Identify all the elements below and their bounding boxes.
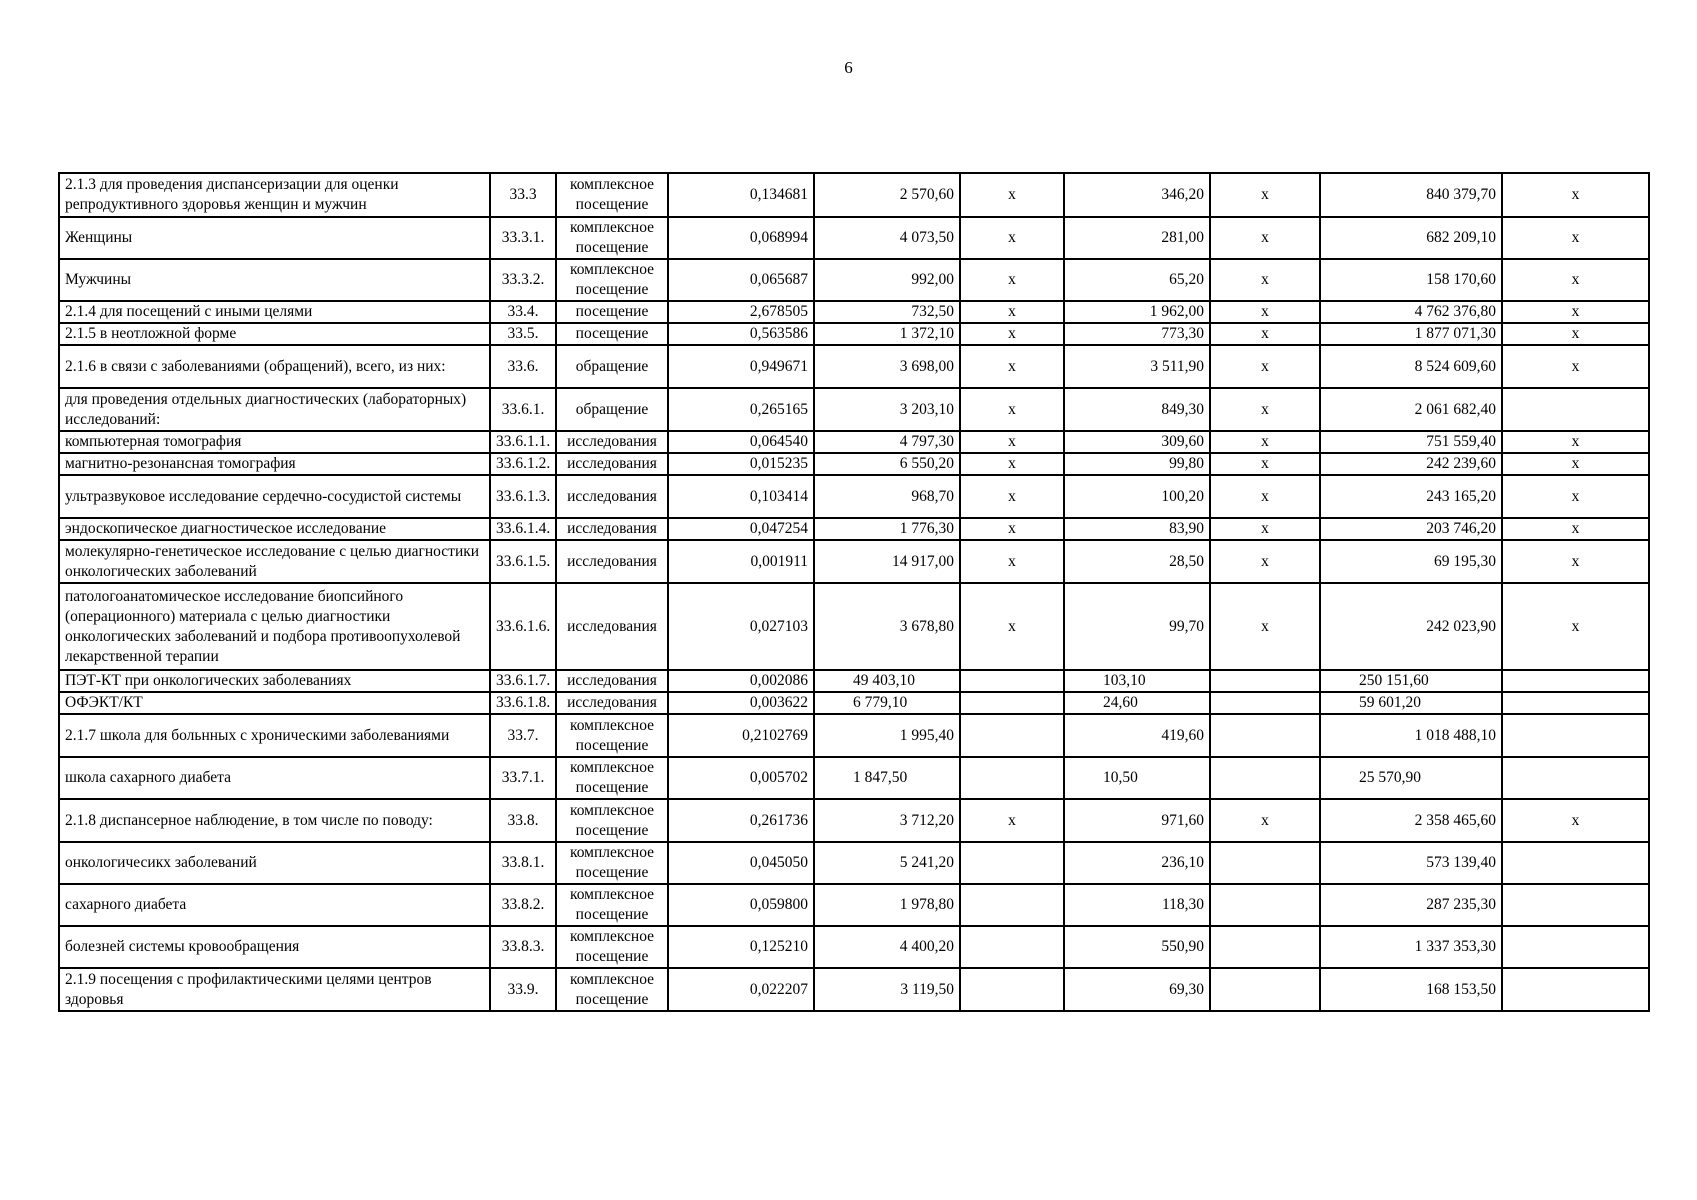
row-per-capita: 24,60: [1064, 692, 1210, 714]
row-x-mark: х: [1210, 431, 1320, 453]
row-norm: 0,265165: [668, 388, 814, 431]
row-per-capita: 849,30: [1064, 388, 1210, 431]
row-unit: обращение: [556, 345, 668, 388]
row-x-mark: х: [960, 453, 1064, 475]
row-total: 242 239,60: [1320, 453, 1502, 475]
row-x-mark: [1210, 757, 1320, 799]
row-per-capita: 419,60: [1064, 714, 1210, 757]
row-norm: 0,027103: [668, 583, 814, 670]
row-norm: 0,005702: [668, 757, 814, 799]
row-x-mark: х: [960, 173, 1064, 217]
row-norm: 0,261736: [668, 799, 814, 842]
row-name: онкологичесикх заболеваний: [59, 842, 490, 884]
row-code: 33.4.: [490, 301, 556, 323]
row-per-capita: 281,00: [1064, 217, 1210, 259]
row-unit: исследования: [556, 670, 668, 692]
row-x-mark: [1502, 670, 1649, 692]
row-per-capita: 100,20: [1064, 475, 1210, 518]
row-x-mark: х: [960, 799, 1064, 842]
table-row: [59, 431, 1649, 453]
row-code: 33.9.: [490, 968, 556, 1011]
row-code: 33.3: [490, 173, 556, 217]
row-norm: 0,059800: [668, 884, 814, 926]
row-x-mark: х: [1502, 259, 1649, 301]
row-x-mark: х: [1210, 259, 1320, 301]
row-x-mark: х: [960, 301, 1064, 323]
row-norm: 0,022207: [668, 968, 814, 1011]
row-total: 2 061 682,40: [1320, 388, 1502, 431]
row-cost: 3 678,80: [814, 583, 960, 670]
row-per-capita: 1 962,00: [1064, 301, 1210, 323]
row-name: 2.1.7 школа для больнных с хроническими заболеваниями: [59, 714, 490, 757]
row-x-mark: х: [1502, 799, 1649, 842]
row-norm: 0,065687: [668, 259, 814, 301]
row-per-capita: 346,20: [1064, 173, 1210, 217]
row-per-capita: 83,90: [1064, 518, 1210, 540]
row-x-mark: х: [960, 345, 1064, 388]
table-row: [59, 217, 1649, 259]
row-per-capita: 69,30: [1064, 968, 1210, 1011]
row-x-mark: х: [1210, 540, 1320, 583]
row-x-mark: х: [1502, 583, 1649, 670]
row-unit: исследования: [556, 475, 668, 518]
row-x-mark: х: [1502, 475, 1649, 518]
row-x-mark: х: [1210, 217, 1320, 259]
row-norm: 0,125210: [668, 926, 814, 968]
row-code: 33.6.: [490, 345, 556, 388]
row-code: 33.3.1.: [490, 217, 556, 259]
row-name: молекулярно-генетическое исследование с целью диагностики онкологических заболеваний: [59, 540, 490, 583]
row-norm: 0,134681: [668, 173, 814, 217]
row-x-mark: [960, 714, 1064, 757]
row-x-mark: х: [1210, 518, 1320, 540]
row-total: 573 139,40: [1320, 842, 1502, 884]
row-cost: 5 241,20: [814, 842, 960, 884]
table-row: [59, 323, 1649, 345]
row-total: 682 209,10: [1320, 217, 1502, 259]
row-norm: 0,003622: [668, 692, 814, 714]
row-cost: 3 203,10: [814, 388, 960, 431]
table-row: [59, 518, 1649, 540]
row-unit: комплексное посещение: [556, 714, 668, 757]
row-x-mark: [1210, 884, 1320, 926]
row-name: 2.1.9 посещения с профилактическими целями центров здоровья: [59, 968, 490, 1011]
row-unit: комплексное посещение: [556, 884, 668, 926]
row-x-mark: [1502, 926, 1649, 968]
row-code: 33.6.1.5.: [490, 540, 556, 583]
row-unit: комплексное посещение: [556, 968, 668, 1011]
page-number: 6: [844, 58, 853, 77]
table-row: [59, 475, 1649, 518]
row-name: 2.1.6 в связи с заболеваниями (обращений), всего, из них:: [59, 345, 490, 388]
row-per-capita: 65,20: [1064, 259, 1210, 301]
tariff-table: [58, 172, 1650, 1012]
table-row: [59, 799, 1649, 842]
row-norm: 0,064540: [668, 431, 814, 453]
row-unit: исследования: [556, 692, 668, 714]
row-norm: 0,068994: [668, 217, 814, 259]
row-x-mark: [960, 670, 1064, 692]
row-total: 242 023,90: [1320, 583, 1502, 670]
row-x-mark: [960, 757, 1064, 799]
row-x-mark: х: [960, 388, 1064, 431]
row-x-mark: х: [1210, 323, 1320, 345]
table-row: [59, 884, 1649, 926]
row-unit: комплексное посещение: [556, 173, 668, 217]
row-x-mark: х: [1210, 388, 1320, 431]
row-name: для проведения отдельных диагностических (лабораторных) исследований:: [59, 388, 490, 431]
row-cost: 2 570,60: [814, 173, 960, 217]
row-x-mark: х: [1210, 301, 1320, 323]
row-norm: 0,002086: [668, 670, 814, 692]
row-unit: комплексное посещение: [556, 757, 668, 799]
row-unit: исследования: [556, 453, 668, 475]
row-unit: комплексное посещение: [556, 842, 668, 884]
row-norm: 0,047254: [668, 518, 814, 540]
row-x-mark: х: [1502, 323, 1649, 345]
row-norm: 0,2102769: [668, 714, 814, 757]
table-row: [59, 968, 1649, 1011]
row-x-mark: х: [960, 583, 1064, 670]
row-norm: 0,045050: [668, 842, 814, 884]
row-name: патологоанатомическое исследование биопсийного (операционного) материала с целью диагностики онкологических заболеваний и подбора противоопухолевой лекарственной терапии: [59, 583, 490, 670]
row-x-mark: х: [1502, 540, 1649, 583]
row-cost: 1 995,40: [814, 714, 960, 757]
row-per-capita: 550,90: [1064, 926, 1210, 968]
row-name: 2.1.4 для посещений с иными целями: [59, 301, 490, 323]
row-total: 25 570,90: [1320, 757, 1502, 799]
row-code: 33.6.1.4.: [490, 518, 556, 540]
row-cost: 1 978,80: [814, 884, 960, 926]
row-per-capita: 99,80: [1064, 453, 1210, 475]
row-name: ОФЭКТ/КТ: [59, 692, 490, 714]
row-code: 33.3.2.: [490, 259, 556, 301]
row-x-mark: х: [1210, 453, 1320, 475]
row-cost: 1 847,50: [814, 757, 960, 799]
row-total: 250 151,60: [1320, 670, 1502, 692]
row-cost: 968,70: [814, 475, 960, 518]
row-x-mark: [960, 842, 1064, 884]
row-cost: 4 400,20: [814, 926, 960, 968]
row-x-mark: х: [1210, 583, 1320, 670]
row-per-capita: 309,60: [1064, 431, 1210, 453]
row-code: 33.6.1.1.: [490, 431, 556, 453]
row-x-mark: х: [1502, 301, 1649, 323]
row-x-mark: х: [1502, 518, 1649, 540]
row-cost: 1 372,10: [814, 323, 960, 345]
row-name: компьютерная томография: [59, 431, 490, 453]
row-x-mark: [960, 692, 1064, 714]
row-x-mark: [1502, 692, 1649, 714]
row-x-mark: х: [960, 259, 1064, 301]
row-total: 2 358 465,60: [1320, 799, 1502, 842]
row-total: 243 165,20: [1320, 475, 1502, 518]
table-row: [59, 345, 1649, 388]
row-cost: 49 403,10: [814, 670, 960, 692]
row-x-mark: [1210, 926, 1320, 968]
row-total: 1 337 353,30: [1320, 926, 1502, 968]
row-per-capita: 236,10: [1064, 842, 1210, 884]
row-name: 2.1.3 для проведения диспансеризации для оценки репродуктивного здоровья женщин и мужчин: [59, 173, 490, 217]
row-name: 2.1.8 диспансерное наблюдение, в том числе по поводу:: [59, 799, 490, 842]
row-code: 33.8.3.: [490, 926, 556, 968]
row-unit: комплексное посещение: [556, 217, 668, 259]
row-cost: 4 073,50: [814, 217, 960, 259]
row-norm: 0,015235: [668, 453, 814, 475]
table-row: [59, 301, 1649, 323]
row-total: 168 153,50: [1320, 968, 1502, 1011]
row-total: 287 235,30: [1320, 884, 1502, 926]
table-row: [59, 692, 1649, 714]
row-unit: исследования: [556, 518, 668, 540]
row-cost: 992,00: [814, 259, 960, 301]
row-x-mark: [960, 884, 1064, 926]
row-code: 33.8.: [490, 799, 556, 842]
row-cost: 3 698,00: [814, 345, 960, 388]
row-cost: 4 797,30: [814, 431, 960, 453]
row-cost: 732,50: [814, 301, 960, 323]
row-x-mark: [1210, 670, 1320, 692]
row-x-mark: [1502, 842, 1649, 884]
row-cost: 6 779,10: [814, 692, 960, 714]
row-name: эндоскопическое диагностическое исследование: [59, 518, 490, 540]
row-cost: 3 119,50: [814, 968, 960, 1011]
row-unit: посещение: [556, 301, 668, 323]
row-per-capita: 10,50: [1064, 757, 1210, 799]
row-norm: 0,103414: [668, 475, 814, 518]
row-total: 59 601,20: [1320, 692, 1502, 714]
row-x-mark: х: [1502, 453, 1649, 475]
row-code: 33.6.1.: [490, 388, 556, 431]
row-x-mark: [1210, 714, 1320, 757]
row-code: 33.6.1.2.: [490, 453, 556, 475]
table-row: [59, 259, 1649, 301]
row-per-capita: 103,10: [1064, 670, 1210, 692]
row-code: 33.7.: [490, 714, 556, 757]
row-cost: 1 776,30: [814, 518, 960, 540]
row-x-mark: [960, 926, 1064, 968]
row-code: 33.5.: [490, 323, 556, 345]
row-name: Женщины: [59, 217, 490, 259]
row-x-mark: х: [1210, 475, 1320, 518]
row-unit: исследования: [556, 583, 668, 670]
row-norm: 0,563586: [668, 323, 814, 345]
row-unit: комплексное посещение: [556, 799, 668, 842]
row-total: 751 559,40: [1320, 431, 1502, 453]
row-per-capita: 773,30: [1064, 323, 1210, 345]
row-x-mark: [1502, 757, 1649, 799]
table-row: [59, 757, 1649, 799]
row-per-capita: 118,30: [1064, 884, 1210, 926]
table-row: [59, 842, 1649, 884]
table-row: [59, 583, 1649, 670]
row-x-mark: [1210, 692, 1320, 714]
row-x-mark: х: [1210, 345, 1320, 388]
row-unit: исследования: [556, 540, 668, 583]
row-total: 69 195,30: [1320, 540, 1502, 583]
row-code: 33.6.1.6.: [490, 583, 556, 670]
row-norm: 0,001911: [668, 540, 814, 583]
row-total: 4 762 376,80: [1320, 301, 1502, 323]
row-total: 840 379,70: [1320, 173, 1502, 217]
row-x-mark: х: [1502, 217, 1649, 259]
row-norm: 2,678505: [668, 301, 814, 323]
table-row: [59, 926, 1649, 968]
row-x-mark: х: [1210, 173, 1320, 217]
row-total: 203 746,20: [1320, 518, 1502, 540]
row-x-mark: [1210, 842, 1320, 884]
row-unit: комплексное посещение: [556, 259, 668, 301]
row-unit: исследования: [556, 431, 668, 453]
row-unit: обращение: [556, 388, 668, 431]
row-name: Мужчины: [59, 259, 490, 301]
row-per-capita: 971,60: [1064, 799, 1210, 842]
row-x-mark: х: [960, 431, 1064, 453]
row-total: 1 018 488,10: [1320, 714, 1502, 757]
row-name: школа сахарного диабета: [59, 757, 490, 799]
row-x-mark: х: [960, 518, 1064, 540]
table-row: [59, 670, 1649, 692]
row-x-mark: [1502, 714, 1649, 757]
row-name: сахарного диабета: [59, 884, 490, 926]
row-total: 158 170,60: [1320, 259, 1502, 301]
row-norm: 0,949671: [668, 345, 814, 388]
row-x-mark: [1502, 388, 1649, 431]
row-x-mark: [1210, 968, 1320, 1011]
row-code: 33.6.1.7.: [490, 670, 556, 692]
row-code: 33.8.1.: [490, 842, 556, 884]
row-cost: 6 550,20: [814, 453, 960, 475]
row-x-mark: [960, 968, 1064, 1011]
row-x-mark: х: [1502, 345, 1649, 388]
row-unit: посещение: [556, 323, 668, 345]
row-name: болезней системы кровообращения: [59, 926, 490, 968]
row-total: 8 524 609,60: [1320, 345, 1502, 388]
row-per-capita: 28,50: [1064, 540, 1210, 583]
row-total: 1 877 071,30: [1320, 323, 1502, 345]
row-x-mark: х: [1502, 173, 1649, 217]
row-name: ПЭТ-КТ при онкологических заболеваниях: [59, 670, 490, 692]
table-row: [59, 388, 1649, 431]
row-x-mark: х: [1210, 799, 1320, 842]
row-unit: комплексное посещение: [556, 926, 668, 968]
row-cost: 14 917,00: [814, 540, 960, 583]
row-x-mark: х: [1502, 431, 1649, 453]
row-code: 33.6.1.3.: [490, 475, 556, 518]
table-row: [59, 453, 1649, 475]
row-x-mark: х: [960, 475, 1064, 518]
row-x-mark: [1502, 884, 1649, 926]
row-per-capita: 3 511,90: [1064, 345, 1210, 388]
table-row: [59, 714, 1649, 757]
row-code: 33.7.1.: [490, 757, 556, 799]
row-cost: 3 712,20: [814, 799, 960, 842]
row-name: магнитно-резонансная томография: [59, 453, 490, 475]
row-code: 33.6.1.8.: [490, 692, 556, 714]
row-name: ультразвуковое исследование сердечно-сосудистой системы: [59, 475, 490, 518]
row-x-mark: х: [960, 323, 1064, 345]
row-x-mark: [1502, 968, 1649, 1011]
row-code: 33.8.2.: [490, 884, 556, 926]
table-row: [59, 540, 1649, 583]
row-name: 2.1.5 в неотложной форме: [59, 323, 490, 345]
row-x-mark: х: [960, 540, 1064, 583]
row-per-capita: 99,70: [1064, 583, 1210, 670]
row-x-mark: х: [960, 217, 1064, 259]
table-row: [59, 173, 1649, 217]
